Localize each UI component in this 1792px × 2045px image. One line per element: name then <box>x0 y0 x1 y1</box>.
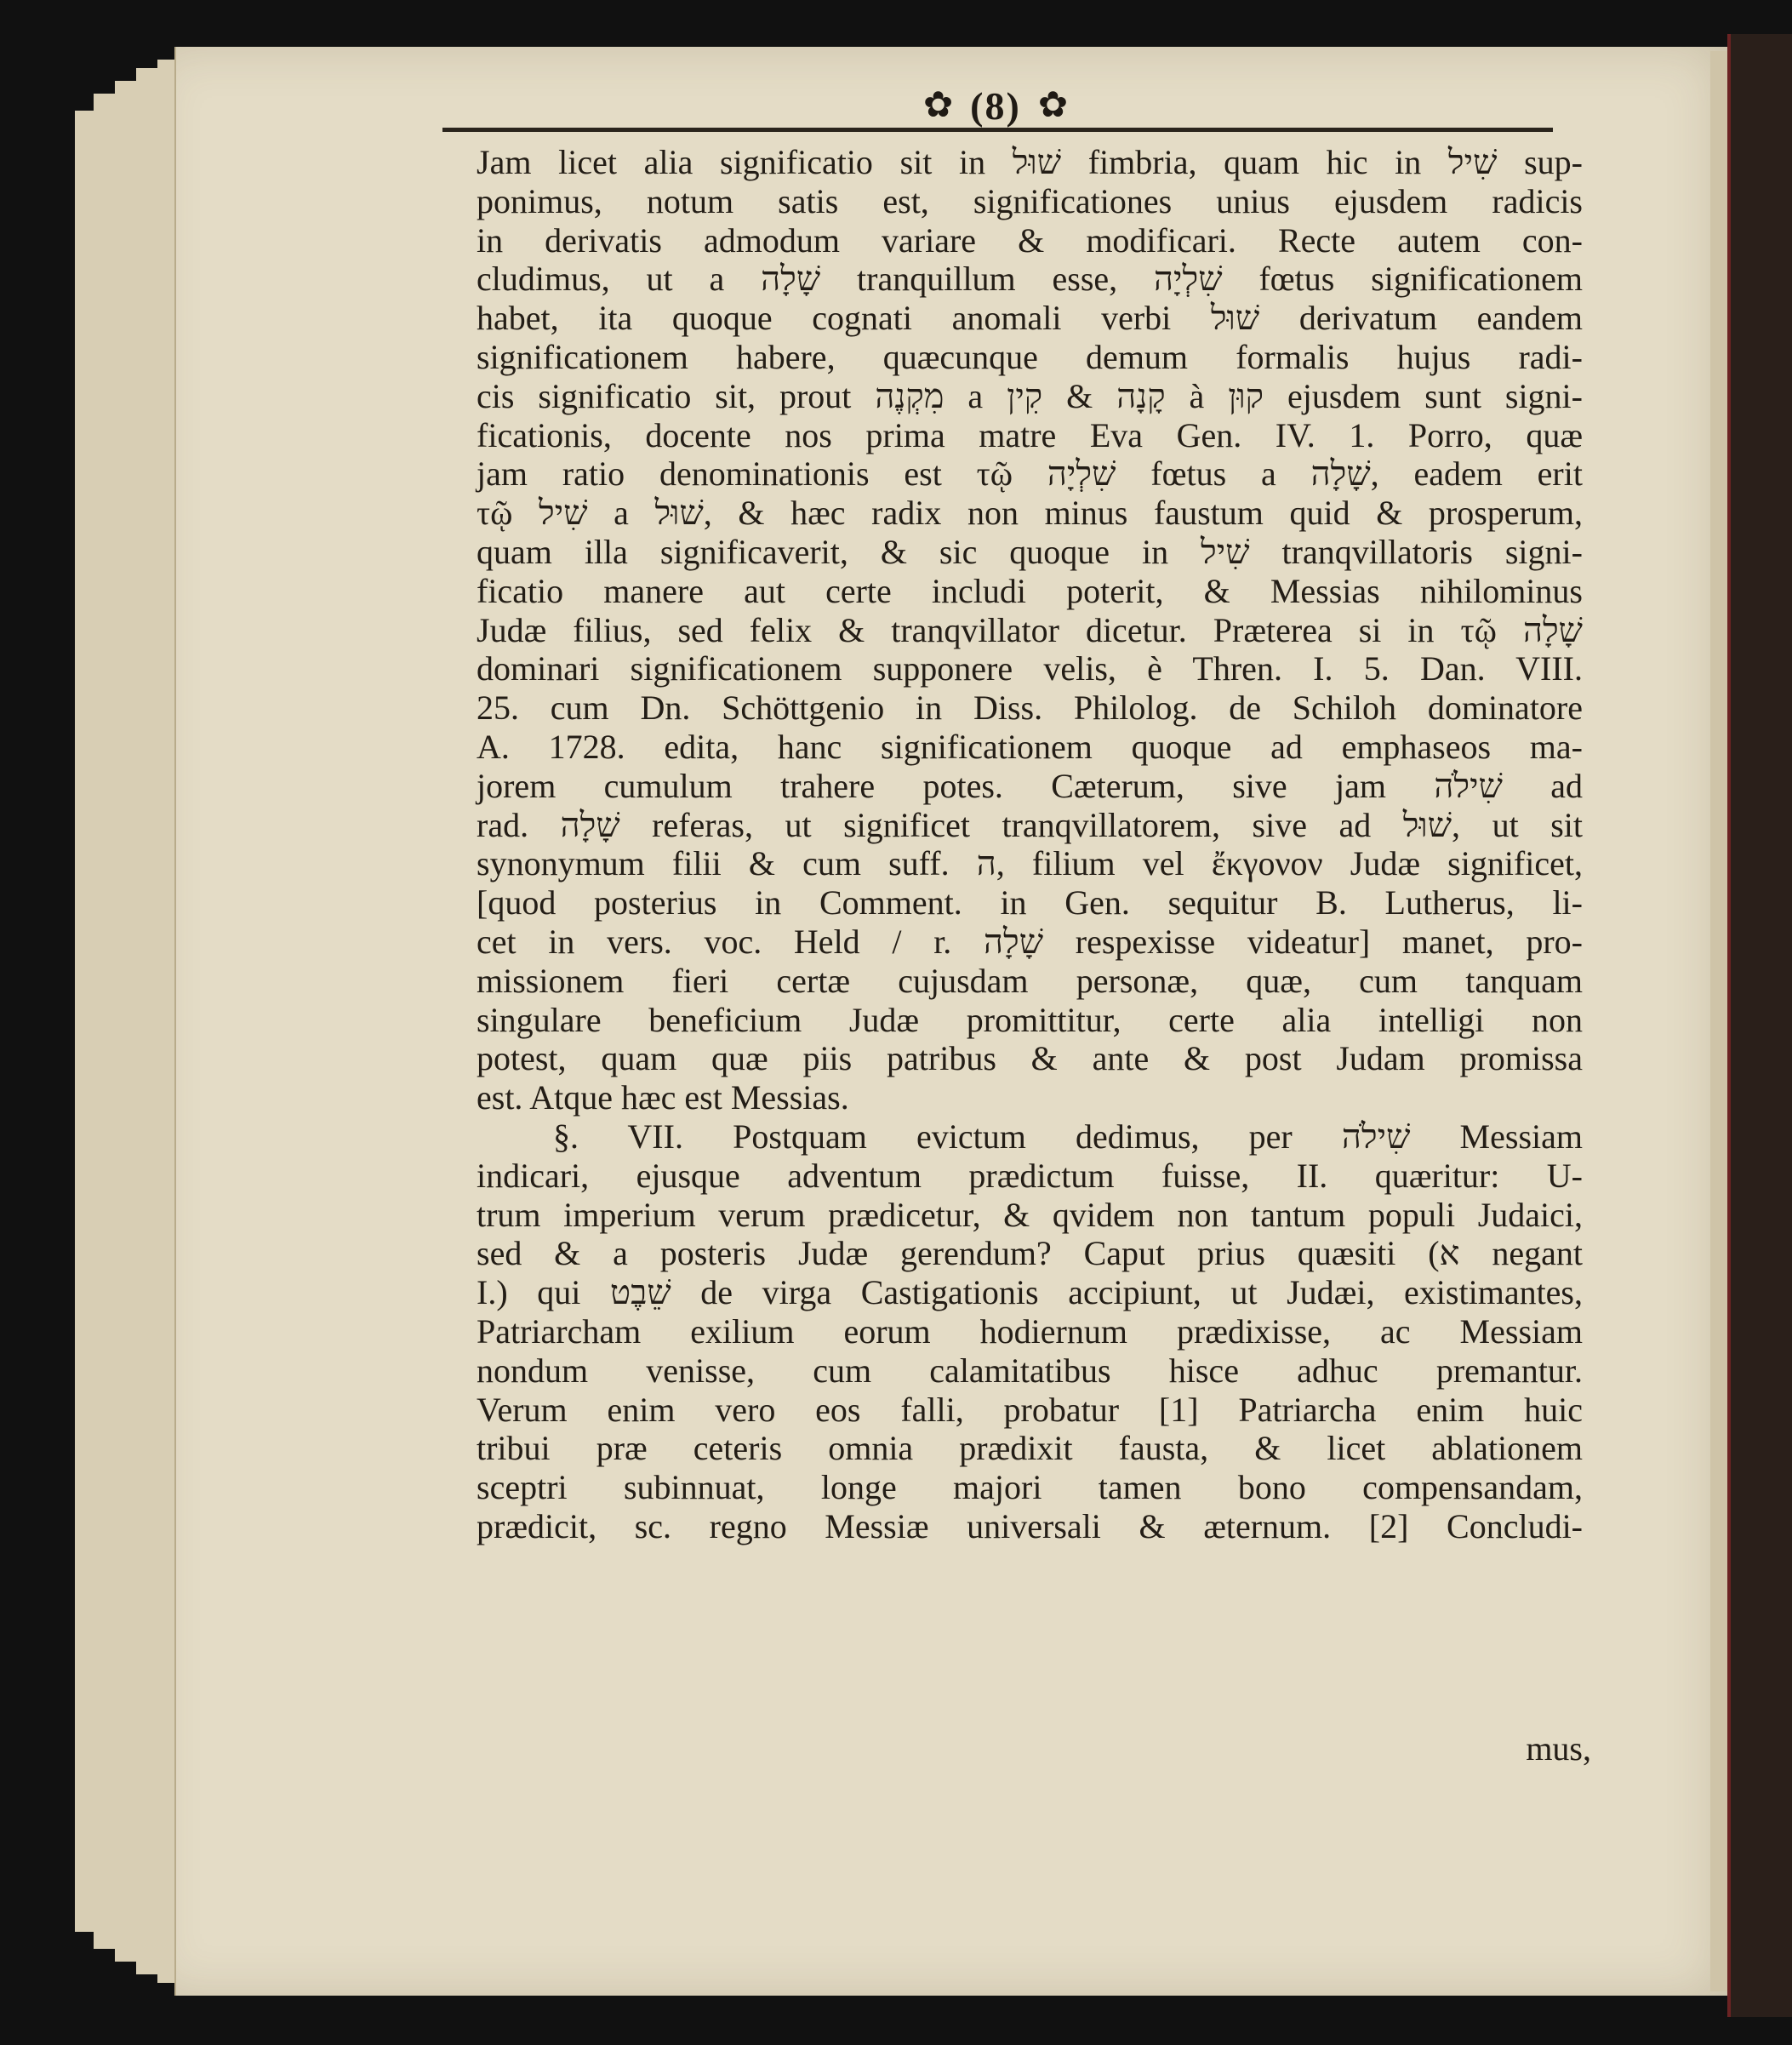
text-line: τῷ שִׁיל a שׁוּל, & hæc radix non minus faustum quid & prosperum, <box>477 494 1583 533</box>
ornament-icon: ✿ <box>1037 86 1069 125</box>
text-line: jam ratio denominationis est τῷ שִׁלְיָה fœtus a שָׁלָה, eadem erit <box>477 454 1583 494</box>
text-line: I.) qui שֵׁבֶט de virga Castigationis accipiunt, ut Judæi, existimantes, <box>477 1273 1584 1312</box>
text-line: significationem habere, quæcunque demum formalis hujus radi- <box>477 337 1583 376</box>
text-line: est. Atque hæc est Messias. <box>477 1078 849 1117</box>
text-line: jorem cumulum trahere potes. Cæterum, sive jam שִׁילֹה ad <box>477 766 1583 805</box>
text-line: singulare beneficium Judæ promittitur, certe alia intelligi non <box>477 1000 1583 1039</box>
text-line: trum imperium verum prædicetur, & qvidem non tantum populi Judaici, <box>477 1195 1583 1234</box>
text-line: cis significatio sit, prout מִקְנֶה a קָנָה & קִין à קוּן ejusdem sunt signi- <box>477 376 1583 415</box>
book-spine <box>1727 34 1792 2017</box>
text-line: [quod posterius in Comment. in Gen. sequitur B. Lutherus, li- <box>477 883 1583 923</box>
text-line: quam illa significaverit, & sic quoque in שִׁיל tranqvillatoris signi- <box>477 532 1583 571</box>
body-text <box>477 143 1583 1546</box>
text-line: cet in vers. voc. Held / r. שָׁלָה respexisse videatur] manet, pro- <box>477 922 1584 961</box>
text-line: indicari, ejusque adventum prædictum fuisse, II. quæritur: U- <box>477 1156 1583 1195</box>
catchword: mus, <box>1526 1729 1591 1768</box>
text-line: dominari significationem supponere velis, è Thren. I. 5. Dan. VIII. <box>477 649 1583 688</box>
text-line: in derivatis admodum variare & modificari. Recte autem con- <box>477 220 1583 260</box>
text-line: Patriarcham exilium eorum hodiernum prædixisse, ac Messiam <box>477 1311 1583 1351</box>
header-rule <box>442 128 1553 132</box>
text-line: missionem fieri certæ cujusdam personæ, quæ, cum tanquam <box>477 961 1583 1000</box>
text-line: ficationis, docente nos prima matre Eva Gen. IV. 1. Porro, quæ <box>477 415 1583 454</box>
text-line: prædicit, sc. regno Messiæ universali & æternum. [2] Concludi- <box>477 1506 1583 1545</box>
text-line: Jam licet alia significatio sit in שׁוּל fimbria, quam hic in שִׁיל sup- <box>477 143 1583 181</box>
text-line: A. 1728. edita, hanc significationem quoque ad emphaseos ma- <box>477 727 1583 766</box>
text-line: sceptri subinnuat, longe majori tamen bono compensandam, <box>477 1468 1583 1507</box>
text-line: Verum enim vero eos falli, probatur [1] Patriarcha enim huic <box>477 1390 1583 1429</box>
text-line: sed & a posteris Judæ gerendum? Caput prius quæsiti (א negant <box>477 1234 1584 1273</box>
text-line: 25. cum Dn. Schöttgenio in Diss. Philolog. de Schiloh dominatore <box>477 688 1583 728</box>
text-line: nondum venisse, cum calamitatibus hisce adhuc premantur. <box>477 1351 1583 1390</box>
text-line: rad. שָׁלָה referas, ut significet tranqvillatorem, sive ad שׁוּל, ut sit <box>477 805 1583 844</box>
text-line: cludimus, ut a שָׁלָה tranquillum esse, שִׁלְיָה fœtus significationem <box>477 260 1584 299</box>
ornament-icon: ✿ <box>922 86 954 125</box>
text-line: ficatio manere aut certe includi poterit, & Messias nihilominus <box>477 571 1583 610</box>
text-line: tribui præ ceteris omnia prædixit fausta, & licet ablationem <box>477 1429 1583 1468</box>
text-line: potest, quam quæ piis patribus & ante & post Judam promissa <box>477 1039 1583 1078</box>
section-heading-line: §. VII. Postquam evictum dedimus, per שִׁילֹה Messiam <box>553 1117 1583 1156</box>
page-header <box>885 80 1106 131</box>
text-line: ponimus, notum satis est, significationes unius ejusdem radicis <box>477 181 1583 220</box>
text-line: habet, ita quoque cognati anomali verbi שׁוּל derivatum eandem <box>477 299 1583 338</box>
text-line: Judæ filius, sed felix & tranqvillator dicetur. Præterea si in τῷ שָׁלָה <box>477 610 1583 649</box>
page-number: (8) <box>970 83 1021 128</box>
text-line: synonymum filii & cum suff. ה, filium vel ἔκγονον Judæ significet, <box>477 844 1583 883</box>
